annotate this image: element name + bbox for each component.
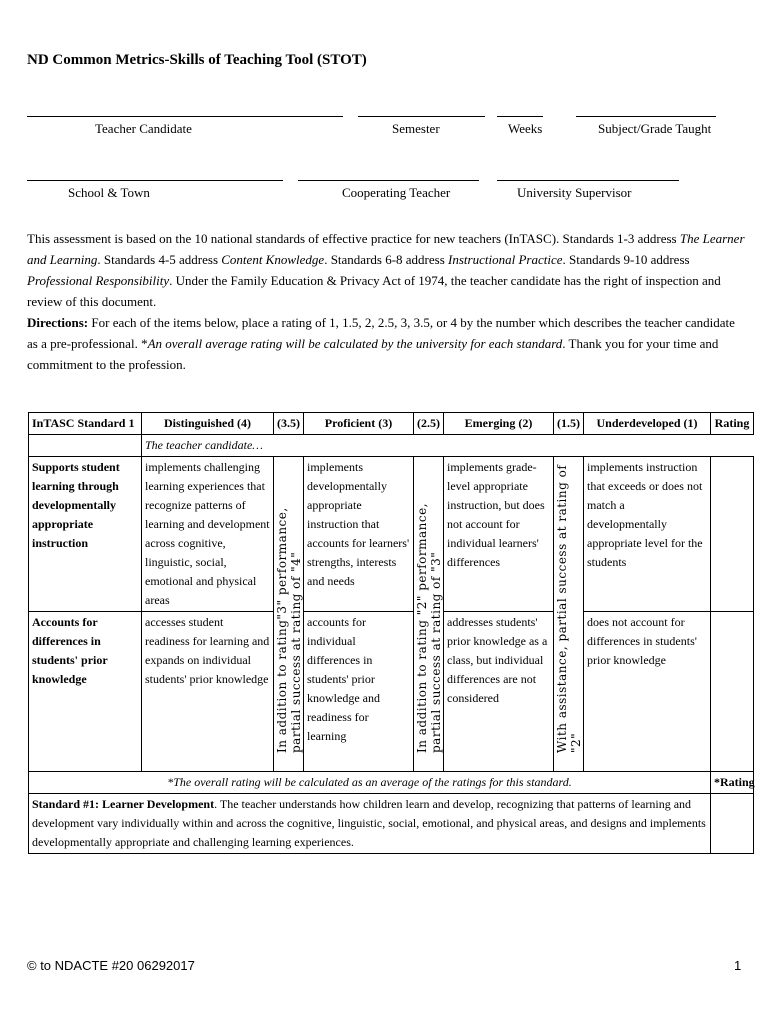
header-distinguished: Distinguished (4) bbox=[142, 413, 274, 435]
cooperating-teacher-line[interactable] bbox=[298, 180, 479, 181]
weeks-label: Weeks bbox=[508, 121, 543, 136]
emerging-cell: addresses students' prior knowledge as a class, but individual differences are not considered bbox=[444, 612, 554, 772]
header-underdeveloped: Underdeveloped (1) bbox=[584, 413, 711, 435]
standard-description: Standard #1: Learner Development. The teacher understands how children learn and develop, recognizing that patterns of learning and development vary individually within and across the cognitive, linguistic, social, emotional, and physical areas, and designs and implements developmentally appropriate and challenging learning experiences. bbox=[29, 794, 711, 854]
school-line[interactable] bbox=[27, 180, 283, 181]
overall-note: *The overall rating will be calculated as an average of the ratings for this standard. bbox=[29, 772, 711, 794]
subject-line[interactable] bbox=[576, 116, 716, 117]
underdeveloped-cell: implements instruction that exceeds or does not match a developmentally appropriate level for the students bbox=[584, 457, 711, 612]
candidate-note-row bbox=[29, 435, 754, 457]
teacher-candidate-label: Teacher Candidate bbox=[95, 121, 192, 136]
header-standard: InTASC Standard 1 bbox=[29, 413, 142, 435]
teacher-candidate-line[interactable] bbox=[27, 116, 343, 117]
semester-label: Semester bbox=[392, 121, 440, 136]
header-3-5: (3.5) bbox=[274, 413, 304, 435]
rating-2-5-cell[interactable] bbox=[414, 457, 444, 772]
emerging-cell: implements grade-level appropriate instruction, but does not account for individual learners' differences bbox=[444, 457, 554, 612]
rating-1-5-cell[interactable] bbox=[554, 457, 584, 772]
footer-copyright: © to NDACTE #20 06292017 bbox=[27, 958, 195, 973]
rating-1-5-note: With assistance, partial success at rating of "2" bbox=[554, 464, 583, 753]
rating-2-5-note: In addition to rating "2" performance, partial success at rating of "3" bbox=[414, 502, 443, 753]
header-2-5: (2.5) bbox=[414, 413, 444, 435]
proficient-cell: accounts for individual differences in students' prior knowledge and readiness for learning bbox=[304, 612, 414, 772]
header-rating: Rating bbox=[711, 413, 754, 435]
table-header-row bbox=[29, 413, 754, 435]
underdeveloped-cell: does not account for differences in students' prior knowledge bbox=[584, 612, 711, 772]
table-row bbox=[29, 612, 754, 772]
supervisor-label: University Supervisor bbox=[517, 185, 632, 200]
subject-label: Subject/Grade Taught bbox=[598, 121, 712, 136]
header-emerging: Emerging (2) bbox=[444, 413, 554, 435]
cooperating-teacher-label: Cooperating Teacher bbox=[342, 185, 451, 200]
candidate-note: The teacher candidate… bbox=[142, 435, 754, 457]
stot-table bbox=[28, 412, 754, 854]
page-number: 1 bbox=[734, 958, 742, 973]
standard-description-row bbox=[29, 794, 754, 854]
overall-rating-cell[interactable]: *Rating bbox=[711, 772, 754, 794]
rating-cell[interactable] bbox=[711, 612, 754, 772]
item-label: Supports student learning through developmentally appropriate instruction bbox=[29, 457, 142, 612]
rating-3-5-note: In addition to rating"3" performance, partial success at rating of "4" bbox=[274, 507, 303, 753]
distinguished-cell: implements challenging learning experiences that recognize patterns of learning and development across cognitive, linguistic, social, emotional and physical areas bbox=[142, 457, 274, 612]
intro-paragraph: This assessment is based on the 10 national standards of effective practice for new teachers (InTASC). Standards 1-3 address The Learner and Learning. Standards 4-5 address Content Knowledge. Standards 6-8 address Instructional Practice. Standards 9-10 address Professional Responsibility. Under the Family Education & Privacy Act of 1974, the teacher candidate has the right of inspection and review of this document. bbox=[27, 231, 745, 309]
table-row bbox=[29, 457, 754, 612]
page-title: ND Common Metrics-Skills of Teaching Tool (STOT) bbox=[27, 52, 367, 68]
overall-row bbox=[29, 772, 754, 794]
school-label: School & Town bbox=[68, 185, 150, 200]
header-1-5: (1.5) bbox=[554, 413, 584, 435]
supervisor-line[interactable] bbox=[497, 180, 679, 181]
rating-cell[interactable] bbox=[711, 457, 754, 612]
header-proficient: Proficient (3) bbox=[304, 413, 414, 435]
proficient-cell: implements developmentally appropriate instruction that accounts for learners' strengths, interests and needs bbox=[304, 457, 414, 612]
weeks-line[interactable] bbox=[497, 116, 543, 117]
item-label: Accounts for differences in students' prior knowledge bbox=[29, 612, 142, 772]
distinguished-cell: accesses student readiness for learning and expands on individual students' prior knowledge bbox=[142, 612, 274, 772]
semester-line[interactable] bbox=[358, 116, 485, 117]
rating-3-5-cell[interactable] bbox=[274, 457, 304, 772]
directions-paragraph: Directions: For each of the items below, place a rating of 1, 1.5, 2, 2.5, 3, 3.5, or 4 by the number which describes the teacher candidate as a pre-professional. *An overall average rating will be calculated by the university for each standard. Thank you for your time and commitment to the profession. bbox=[27, 315, 735, 372]
